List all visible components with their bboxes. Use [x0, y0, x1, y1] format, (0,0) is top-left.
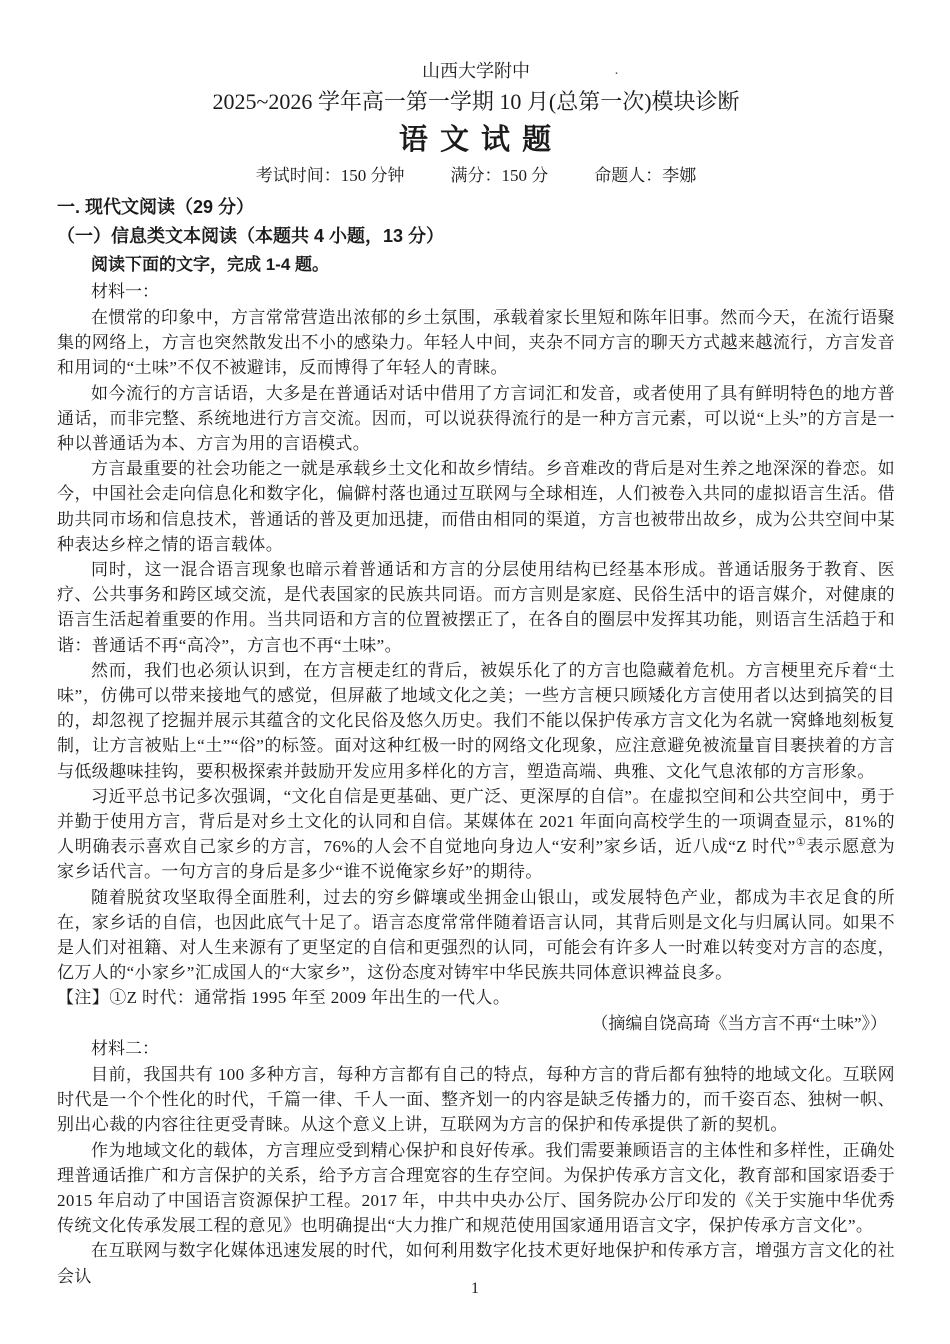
- material-1-paragraph-5: 然而，我们也必须认识到，在方言梗走红的背后，被娱乐化了的方言也隐藏着危机。方言梗里充斥着“土味”，仿佛可以带来接地气的感觉，但屏蔽了地域文化之美；一些方言梗只顾矮化方言使用者以达到搞笑的目的，却忽视了挖掘并展示其蕴含的文化民俗及悠久历史。我们不能以保护传承方言文化为名就一窝蜂地刻板复制，让方言被贴上“土”“俗”的标签。面对这种红极一时的网络文化现象，应注意避免被流量盲目裹挟着的方言与低级趣味挂钩，要积极探索并鼓励开发应用多样化的方言，塑造高端、典雅、文化气息浓郁的方言形象。: [57, 660, 895, 781]
- footnote: 【注】①Z 时代：通常指 1995 年至 2009 年出生的一代人。: [57, 988, 511, 1008]
- material-1-paragraph-6: [57, 784, 895, 885]
- reading-instruction: 阅读下面的文字，完成 1-4 题。: [91, 255, 330, 274]
- material-1-paragraph-1: 在惯常的印象中，方言常常营造出浓郁的乡土氛围，承载着家长里短和陈年旧事。然而今天，在流行语聚集的网络上，方言也突然散发出不小的感染力。年轻人中间，夹杂不同方言的聊天方式越来越流行，方言发音和用词的“土味”不仅不被避讳，反而博得了年轻人的青睐。: [57, 308, 895, 378]
- footnote-marker: ①: [795, 836, 807, 849]
- exam-subject-title: 语 文 试 题: [398, 124, 554, 156]
- material-2-label: 材料二：: [91, 1038, 159, 1058]
- material-2-paragraph-3: 在互联网与数字化媒体迅速发展的时代，如何利用数字化技术更好地保护和传承方言，增强方言文化的社会认: [57, 1241, 895, 1286]
- material-2-paragraph-2: 作为地域文化的载体，方言理应受到精心保护和良好传承。我们需要兼顾语言的主体性和多样性，正确处理普通话推广和方言保护的关系，给予方言合理宽容的生存空间。为保护传承方言文化，教育部和国家语委于 2015 年启动了中国语言资源保护工程。2017 年，中共中央办公厅、国务院办公厅印发的《关于实施中华优秀传统文化传承发展工程的意见》也明确提出“大力推广和规范使用国家通用语言文字，保护传承方言文化”。: [57, 1140, 895, 1236]
- material-1-paragraph-7: 随着脱贫攻坚取得全面胜利，过去的穷乡僻壤或坐拥金山银山，或发展特色产业，都成为丰衣足食的所在，家乡话的自信，也因此底气十足了。语言态度常常伴随着语言认同，其背后则是文化与归属认同。如果不是人们对祖籍、对人生来源有了更坚定的自信和更强烈的认同，可能会有许多人一时难以转变对方言的态度，亿万人的“小家乡”汇成国人的“大家乡”，这份态度对铸牢中华民族共同体意识裨益良多。: [57, 887, 895, 983]
- subsection-heading-informational-reading: （一）信息类文本阅读（本题共 4 小题，13 分）: [57, 226, 445, 246]
- exam-session-title: 2025~2026 学年高一第一学期 10 月(总第一次)模块诊断: [212, 89, 740, 114]
- source-attribution: （摘编自饶高琦《当方言不再“土味”》）: [591, 1013, 887, 1033]
- page-number: 1: [471, 1280, 479, 1297]
- exam-time: 考试时间：150 分钟: [255, 166, 405, 185]
- exam-setter: 命题人：李娜: [594, 166, 697, 185]
- material-1-label: 材料一：: [91, 282, 159, 301]
- stray-dot-mark: ·: [614, 66, 619, 82]
- section-heading-modern-reading: 一. 现代文阅读（29 分）: [57, 197, 255, 217]
- material-2-paragraph-1: 目前，我国共有 100 多种方言，每种方言都有自己的特点，每种方言的背后都有独特的地域文化。互联网时代是一个个性化的时代，千篇一律、千人一面、整齐划一的内容是缺乏传播力的，而千姿百态、独树一帜、别出心裁的内容往往更受青睐。从这个意义上讲，互联网为方言的保护和传承提供了新的契机。: [57, 1064, 895, 1135]
- material-1-paragraph-4: 同时，这一混合语言现象也暗示着普通话和方言的分层使用结构已经基本形成。普通话服务于教育、医疗、公共事务和跨区域交流，是代表国家的民族共同语。而方言则是家庭、民俗生活中的语言媒介，对健康的语言生活起着重要的作用。当共同语和方言的位置被摆正了，在各自的圈层中发挥其功能，则语言生活趋于和谐：普通话不再“高冷”，方言也不再“土味”。: [57, 560, 895, 655]
- material-1-paragraph-6-text-after: 表示愿意为家乡话代言。一句方言的身后是多少“谁不说俺家乡好”的期待。: [57, 837, 896, 882]
- material-1-paragraph-3: 方言最重要的社会功能之一就是承载乡土文化和故乡情结。乡音难改的背后是对生养之地深深的眷恋。如今，中国社会走向信息化和数字化，偏僻村落也通过互联网与全球相连，人们被卷入共同的虚拟语言生活。借助共同市场和信息技术，普通话的普及更加迅捷，而借由相同的渠道，方言也被带出故乡，成为公共空间中某种表达乡梓之情的语言载体。: [57, 459, 895, 554]
- exam-header: [57, 58, 895, 190]
- exam-info-line: [57, 162, 895, 190]
- material-1-paragraph-2: 如今流行的方言话语，大多是在普通话对话中借用了方言词汇和发音，或者使用了具有鲜明特色的地方普通话，而非完整、系统地进行方言交流。因而，可以说获得流行的是一种方言元素，可以说“上头”的方言是一种以普通话为本、方言为用的言语模式。: [57, 383, 895, 454]
- school-name: 山西大学附中: [422, 61, 530, 81]
- material-1-paragraph-6-text: 习近平总书记多次强调，“文化自信是更基础、更广泛、更深厚的自信”。在虚拟空间和公共空间中，勇于并勤于使用方言，背后是对乡土文化的认同和自信。某媒体在 2021 年面向高校学生的一项调查显示，81%的人明确表示喜欢自己家乡的方言，76%的人会不自觉地向身边人“安利”家乡话，近八成“Z 时代”: [57, 786, 895, 857]
- exam-full-score: 满分：150 分: [450, 166, 549, 185]
